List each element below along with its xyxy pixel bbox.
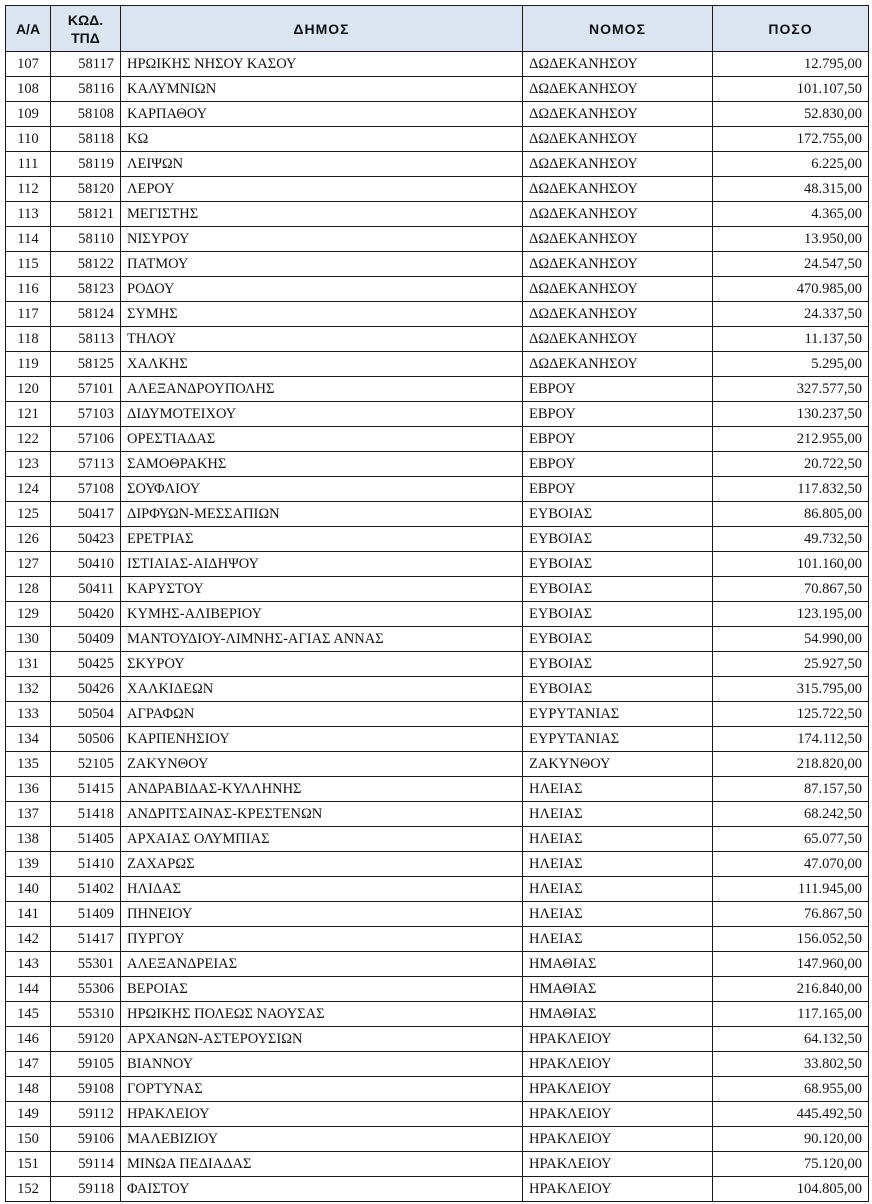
cell-code: 50423: [51, 527, 121, 552]
cell-code: 51409: [51, 902, 121, 927]
table-row: [6, 277, 869, 302]
cell-code: 55306: [51, 977, 121, 1002]
cell-poso: 70.867,50: [713, 577, 869, 602]
cell-poso: 125.722,50: [713, 702, 869, 727]
cell-nomos: ΔΩΔΕΚΑΝΗΣΟΥ: [523, 177, 713, 202]
table-row: [6, 77, 869, 102]
cell-nomos: ΗΜΑΘΙΑΣ: [523, 1002, 713, 1027]
cell-nomos: ΔΩΔΕΚΑΝΗΣΟΥ: [523, 327, 713, 352]
cell-nomos: ΕΒΡΟΥ: [523, 402, 713, 427]
cell-poso: 147.960,00: [713, 952, 869, 977]
cell-aa: 119: [6, 352, 51, 377]
cell-poso: 76.867,50: [713, 902, 869, 927]
cell-aa: 137: [6, 802, 51, 827]
cell-nomos: ΔΩΔΕΚΑΝΗΣΟΥ: [523, 102, 713, 127]
cell-nomos: ΗΛΕΙΑΣ: [523, 852, 713, 877]
cell-code: 57108: [51, 477, 121, 502]
header-code-line1: ΚΩΔ.: [67, 11, 104, 28]
table-row: [6, 377, 869, 402]
table-row: [6, 602, 869, 627]
cell-aa: 120: [6, 377, 51, 402]
cell-code: 58125: [51, 352, 121, 377]
cell-code: 59106: [51, 1127, 121, 1152]
cell-code: 57113: [51, 452, 121, 477]
header-dimos: ΔΗΜΟΣ: [121, 6, 523, 52]
cell-poso: 101.160,00: [713, 552, 869, 577]
cell-code: 50417: [51, 502, 121, 527]
table-row: [6, 177, 869, 202]
table-row: [6, 902, 869, 927]
table-row: [6, 1127, 869, 1152]
cell-code: 50426: [51, 677, 121, 702]
table-row: [6, 702, 869, 727]
cell-dimos: ΠΥΡΓΟΥ: [121, 927, 523, 952]
table-row: [6, 1102, 869, 1127]
cell-dimos: ΠΗΝΕΙΟΥ: [121, 902, 523, 927]
header-nomos: ΝΟΜΟΣ: [523, 6, 713, 52]
cell-dimos: ΛΕΡΟΥ: [121, 177, 523, 202]
cell-aa: 118: [6, 327, 51, 352]
table-row: [6, 752, 869, 777]
table-row: [6, 727, 869, 752]
cell-code: 55301: [51, 952, 121, 977]
cell-poso: 24.337,50: [713, 302, 869, 327]
cell-nomos: ΗΡΑΚΛΕΙΟΥ: [523, 1177, 713, 1202]
cell-dimos: ΜΙΝΩΑ ΠΕΔΙΑΔΑΣ: [121, 1152, 523, 1177]
cell-aa: 150: [6, 1127, 51, 1152]
table-row: [6, 802, 869, 827]
cell-nomos: ΗΛΕΙΑΣ: [523, 777, 713, 802]
cell-aa: 107: [6, 52, 51, 77]
cell-dimos: ΚΑΡΠΑΘΟΥ: [121, 102, 523, 127]
cell-code: 51402: [51, 877, 121, 902]
cell-code: 58122: [51, 252, 121, 277]
cell-poso: 68.955,00: [713, 1077, 869, 1102]
cell-nomos: ΗΛΕΙΑΣ: [523, 802, 713, 827]
cell-aa: 109: [6, 102, 51, 127]
cell-code: 50506: [51, 727, 121, 752]
table-row: [6, 427, 869, 452]
cell-aa: 134: [6, 727, 51, 752]
cell-code: 59114: [51, 1152, 121, 1177]
cell-nomos: ΗΡΑΚΛΕΙΟΥ: [523, 1077, 713, 1102]
cell-dimos: ΣΑΜΟΘΡΑΚΗΣ: [121, 452, 523, 477]
cell-dimos: ΚΩ: [121, 127, 523, 152]
cell-dimos: ΜΑΛΕΒΙΖΙΟΥ: [121, 1127, 523, 1152]
cell-nomos: ΕΒΡΟΥ: [523, 452, 713, 477]
table-row: [6, 127, 869, 152]
cell-dimos: ΗΛΙΔΑΣ: [121, 877, 523, 902]
cell-poso: 101.107,50: [713, 77, 869, 102]
cell-code: 50410: [51, 552, 121, 577]
cell-aa: 113: [6, 202, 51, 227]
cell-aa: 115: [6, 252, 51, 277]
table-row: [6, 102, 869, 127]
cell-aa: 147: [6, 1052, 51, 1077]
cell-code: 52105: [51, 752, 121, 777]
cell-aa: 141: [6, 902, 51, 927]
cell-nomos: ΗΛΕΙΑΣ: [523, 927, 713, 952]
header-aa: Α/Α: [6, 6, 51, 52]
cell-dimos: ΤΗΛΟΥ: [121, 327, 523, 352]
header-code: [51, 6, 121, 52]
cell-nomos: ΔΩΔΕΚΑΝΗΣΟΥ: [523, 127, 713, 152]
cell-dimos: ΑΝΔΡΑΒΙΔΑΣ-ΚΥΛΛΗΝΗΣ: [121, 777, 523, 802]
cell-poso: 86.805,00: [713, 502, 869, 527]
cell-aa: 142: [6, 927, 51, 952]
cell-nomos: ΗΡΑΚΛΕΙΟΥ: [523, 1052, 713, 1077]
cell-code: 58119: [51, 152, 121, 177]
cell-aa: 110: [6, 127, 51, 152]
cell-nomos: ΔΩΔΕΚΑΝΗΣΟΥ: [523, 202, 713, 227]
cell-nomos: ΔΩΔΕΚΑΝΗΣΟΥ: [523, 77, 713, 102]
cell-nomos: ΗΜΑΘΙΑΣ: [523, 977, 713, 1002]
cell-nomos: ΔΩΔΕΚΑΝΗΣΟΥ: [523, 227, 713, 252]
cell-nomos: ΔΩΔΕΚΑΝΗΣΟΥ: [523, 277, 713, 302]
cell-poso: 470.985,00: [713, 277, 869, 302]
table-row: [6, 152, 869, 177]
table-row: [6, 677, 869, 702]
cell-code: 51410: [51, 852, 121, 877]
cell-poso: 445.492,50: [713, 1102, 869, 1127]
cell-nomos: ΕΥΒΟΙΑΣ: [523, 502, 713, 527]
cell-poso: 64.132,50: [713, 1027, 869, 1052]
table-row: [6, 1052, 869, 1077]
cell-dimos: ΟΡΕΣΤΙΑΔΑΣ: [121, 427, 523, 452]
cell-dimos: ΙΣΤΙΑΙΑΣ-ΑΙΔΗΨΟΥ: [121, 552, 523, 577]
cell-nomos: ΕΒΡΟΥ: [523, 377, 713, 402]
cell-dimos: ΑΡΧΑΝΩΝ-ΑΣΤΕΡΟΥΣΙΩΝ: [121, 1027, 523, 1052]
cell-code: 50425: [51, 652, 121, 677]
cell-nomos: ΗΛΕΙΑΣ: [523, 877, 713, 902]
cell-poso: 65.077,50: [713, 827, 869, 852]
cell-aa: 133: [6, 702, 51, 727]
cell-dimos: ΛΕΙΨΩΝ: [121, 152, 523, 177]
cell-code: 58117: [51, 52, 121, 77]
cell-poso: 54.990,00: [713, 627, 869, 652]
table-row: [6, 452, 869, 477]
cell-aa: 116: [6, 277, 51, 302]
cell-nomos: ΕΒΡΟΥ: [523, 477, 713, 502]
table-row: [6, 302, 869, 327]
cell-poso: 68.242,50: [713, 802, 869, 827]
cell-poso: 49.732,50: [713, 527, 869, 552]
cell-code: 51418: [51, 802, 121, 827]
table-row: [6, 1077, 869, 1102]
table-row: [6, 52, 869, 77]
cell-poso: 156.052,50: [713, 927, 869, 952]
cell-poso: 4.365,00: [713, 202, 869, 227]
cell-aa: 131: [6, 652, 51, 677]
cell-dimos: ΜΕΓΙΣΤΗΣ: [121, 202, 523, 227]
cell-poso: 315.795,00: [713, 677, 869, 702]
cell-aa: 129: [6, 602, 51, 627]
table-row: [6, 977, 869, 1002]
cell-aa: 121: [6, 402, 51, 427]
cell-aa: 148: [6, 1077, 51, 1102]
cell-poso: 104.805,00: [713, 1177, 869, 1202]
cell-aa: 127: [6, 552, 51, 577]
cell-aa: 122: [6, 427, 51, 452]
cell-dimos: ΡΟΔΟΥ: [121, 277, 523, 302]
cell-code: 50411: [51, 577, 121, 602]
cell-code: 51415: [51, 777, 121, 802]
cell-code: 57103: [51, 402, 121, 427]
cell-dimos: ΗΡΩΙΚΗΣ ΝΗΣΟΥ ΚΑΣΟΥ: [121, 52, 523, 77]
cell-dimos: ΚΥΜΗΣ-ΑΛΙΒΕΡΙΟΥ: [121, 602, 523, 627]
cell-nomos: ΖΑΚΥΝΘΟΥ: [523, 752, 713, 777]
cell-dimos: ΑΝΔΡΙΤΣΑΙΝΑΣ-ΚΡΕΣΤΕΝΩΝ: [121, 802, 523, 827]
table-row: [6, 1152, 869, 1177]
table-row: [6, 1177, 869, 1202]
cell-poso: 20.722,50: [713, 452, 869, 477]
cell-dimos: ΗΡΑΚΛΕΙΟΥ: [121, 1102, 523, 1127]
cell-code: 58108: [51, 102, 121, 127]
cell-poso: 5.295,00: [713, 352, 869, 377]
cell-nomos: ΕΥΡΥΤΑΝΙΑΣ: [523, 702, 713, 727]
table-row: [6, 627, 869, 652]
cell-code: 58123: [51, 277, 121, 302]
cell-code: 59120: [51, 1027, 121, 1052]
cell-code: 55310: [51, 1002, 121, 1027]
cell-poso: 52.830,00: [713, 102, 869, 127]
table-row: [6, 577, 869, 602]
cell-dimos: ΣΚΥΡΟΥ: [121, 652, 523, 677]
cell-aa: 140: [6, 877, 51, 902]
cell-dimos: ΔΙΔΥΜΟΤΕΙΧΟΥ: [121, 402, 523, 427]
cell-aa: 138: [6, 827, 51, 852]
cell-dimos: ΑΛΕΞΑΝΔΡΟΥΠΟΛΗΣ: [121, 377, 523, 402]
cell-nomos: ΕΥΒΟΙΑΣ: [523, 552, 713, 577]
cell-nomos: ΗΡΑΚΛΕΙΟΥ: [523, 1152, 713, 1177]
cell-code: 50504: [51, 702, 121, 727]
cell-aa: 146: [6, 1027, 51, 1052]
cell-aa: 124: [6, 477, 51, 502]
cell-nomos: ΕΥΒΟΙΑΣ: [523, 627, 713, 652]
cell-aa: 149: [6, 1102, 51, 1127]
cell-dimos: ΚΑΛΥΜΝΙΩΝ: [121, 77, 523, 102]
table-row: [6, 327, 869, 352]
cell-poso: 111.945,00: [713, 877, 869, 902]
cell-aa: 125: [6, 502, 51, 527]
cell-poso: 87.157,50: [713, 777, 869, 802]
cell-aa: 128: [6, 577, 51, 602]
cell-poso: 212.955,00: [713, 427, 869, 452]
cell-poso: 25.927,50: [713, 652, 869, 677]
cell-dimos: ΒΙΑΝΝΟΥ: [121, 1052, 523, 1077]
cell-aa: 135: [6, 752, 51, 777]
table-row: [6, 877, 869, 902]
table-row: [6, 477, 869, 502]
cell-aa: 126: [6, 527, 51, 552]
cell-poso: 216.840,00: [713, 977, 869, 1002]
cell-dimos: ΗΡΩΙΚΗΣ ΠΟΛΕΩΣ ΝΑΟΥΣΑΣ: [121, 1002, 523, 1027]
table-row: [6, 552, 869, 577]
cell-poso: 218.820,00: [713, 752, 869, 777]
cell-aa: 111: [6, 152, 51, 177]
cell-nomos: ΕΥΒΟΙΑΣ: [523, 677, 713, 702]
cell-dimos: ΝΙΣΥΡΟΥ: [121, 227, 523, 252]
cell-code: 59112: [51, 1102, 121, 1127]
cell-aa: 139: [6, 852, 51, 877]
cell-dimos: ΖΑΧΑΡΩΣ: [121, 852, 523, 877]
table-row: [6, 227, 869, 252]
cell-code: 50409: [51, 627, 121, 652]
cell-code: 50420: [51, 602, 121, 627]
municipality-allocation-table: [5, 5, 869, 1202]
cell-dimos: ΣΟΥΦΛΙΟΥ: [121, 477, 523, 502]
cell-dimos: ΑΛΕΞΑΝΔΡΕΙΑΣ: [121, 952, 523, 977]
table-row: [6, 927, 869, 952]
cell-poso: 75.120,00: [713, 1152, 869, 1177]
cell-nomos: ΗΡΑΚΛΕΙΟΥ: [523, 1127, 713, 1152]
cell-poso: 6.225,00: [713, 152, 869, 177]
cell-nomos: ΕΥΒΟΙΑΣ: [523, 602, 713, 627]
cell-aa: 123: [6, 452, 51, 477]
table-row: [6, 252, 869, 277]
cell-nomos: ΔΩΔΕΚΑΝΗΣΟΥ: [523, 52, 713, 77]
table-row: [6, 202, 869, 227]
table-row: [6, 1027, 869, 1052]
cell-nomos: ΗΛΕΙΑΣ: [523, 827, 713, 852]
cell-code: 51417: [51, 927, 121, 952]
cell-aa: 130: [6, 627, 51, 652]
cell-poso: 130.237,50: [713, 402, 869, 427]
cell-aa: 132: [6, 677, 51, 702]
cell-poso: 12.795,00: [713, 52, 869, 77]
table-body: [6, 52, 869, 1202]
header-poso: ΠΟΣΟ: [713, 6, 869, 52]
table-row: [6, 502, 869, 527]
cell-aa: 112: [6, 177, 51, 202]
cell-nomos: ΔΩΔΕΚΑΝΗΣΟΥ: [523, 152, 713, 177]
cell-poso: 174.112,50: [713, 727, 869, 752]
cell-nomos: ΗΛΕΙΑΣ: [523, 902, 713, 927]
cell-dimos: ΠΑΤΜΟΥ: [121, 252, 523, 277]
cell-poso: 47.070,00: [713, 852, 869, 877]
table-row: [6, 402, 869, 427]
table-header: [6, 6, 869, 52]
cell-poso: 327.577,50: [713, 377, 869, 402]
cell-dimos: ΦΑΙΣΤΟΥ: [121, 1177, 523, 1202]
cell-code: 58118: [51, 127, 121, 152]
cell-nomos: ΕΒΡΟΥ: [523, 427, 713, 452]
cell-dimos: ΕΡΕΤΡΙΑΣ: [121, 527, 523, 552]
cell-poso: 13.950,00: [713, 227, 869, 252]
cell-code: 58120: [51, 177, 121, 202]
cell-code: 57106: [51, 427, 121, 452]
table-row: [6, 777, 869, 802]
cell-dimos: ΚΑΡΠΕΝΗΣΙΟΥ: [121, 727, 523, 752]
table-row: [6, 952, 869, 977]
cell-code: 57101: [51, 377, 121, 402]
cell-dimos: ΑΡΧΑΙΑΣ ΟΛΥΜΠΙΑΣ: [121, 827, 523, 852]
cell-dimos: ΣΥΜΗΣ: [121, 302, 523, 327]
cell-poso: 24.547,50: [713, 252, 869, 277]
cell-aa: 152: [6, 1177, 51, 1202]
cell-nomos: ΗΡΑΚΛΕΙΟΥ: [523, 1102, 713, 1127]
cell-aa: 145: [6, 1002, 51, 1027]
cell-dimos: ΧΑΛΚΗΣ: [121, 352, 523, 377]
table-row: [6, 852, 869, 877]
cell-dimos: ΧΑΛΚΙΔΕΩΝ: [121, 677, 523, 702]
cell-nomos: ΕΥΒΟΙΑΣ: [523, 527, 713, 552]
cell-code: 51405: [51, 827, 121, 852]
cell-code: 59105: [51, 1052, 121, 1077]
table-row: [6, 352, 869, 377]
table-row: [6, 527, 869, 552]
cell-dimos: ΔΙΡΦΥΩΝ-ΜΕΣΣΑΠΙΩΝ: [121, 502, 523, 527]
cell-code: 58116: [51, 77, 121, 102]
cell-aa: 114: [6, 227, 51, 252]
cell-poso: 117.832,50: [713, 477, 869, 502]
cell-code: 58124: [51, 302, 121, 327]
cell-code: 58113: [51, 327, 121, 352]
cell-code: 59118: [51, 1177, 121, 1202]
cell-code: 59108: [51, 1077, 121, 1102]
cell-dimos: ΒΕΡΟΙΑΣ: [121, 977, 523, 1002]
cell-nomos: ΔΩΔΕΚΑΝΗΣΟΥ: [523, 302, 713, 327]
cell-aa: 151: [6, 1152, 51, 1177]
cell-dimos: ΖΑΚΥΝΘΟΥ: [121, 752, 523, 777]
cell-dimos: ΓΟΡΤΥΝΑΣ: [121, 1077, 523, 1102]
cell-aa: 144: [6, 977, 51, 1002]
cell-aa: 117: [6, 302, 51, 327]
cell-nomos: ΔΩΔΕΚΑΝΗΣΟΥ: [523, 252, 713, 277]
header-row: [6, 6, 869, 52]
cell-aa: 143: [6, 952, 51, 977]
cell-poso: 117.165,00: [713, 1002, 869, 1027]
cell-aa: 108: [6, 77, 51, 102]
cell-nomos: ΕΥΡΥΤΑΝΙΑΣ: [523, 727, 713, 752]
cell-poso: 11.137,50: [713, 327, 869, 352]
table-row: [6, 652, 869, 677]
cell-poso: 172.755,00: [713, 127, 869, 152]
table-row: [6, 827, 869, 852]
cell-dimos: ΚΑΡΥΣΤΟΥ: [121, 577, 523, 602]
cell-dimos: ΑΓΡΑΦΩΝ: [121, 702, 523, 727]
cell-poso: 48.315,00: [713, 177, 869, 202]
cell-nomos: ΗΡΑΚΛΕΙΟΥ: [523, 1027, 713, 1052]
cell-nomos: ΔΩΔΕΚΑΝΗΣΟΥ: [523, 352, 713, 377]
cell-code: 58110: [51, 227, 121, 252]
cell-nomos: ΕΥΒΟΙΑΣ: [523, 652, 713, 677]
cell-aa: 136: [6, 777, 51, 802]
table-row: [6, 1002, 869, 1027]
cell-dimos: ΜΑΝΤΟΥΔΙΟΥ-ΛΙΜΝΗΣ-ΑΓΙΑΣ ΑΝΝΑΣ: [121, 627, 523, 652]
cell-poso: 33.802,50: [713, 1052, 869, 1077]
cell-nomos: ΗΜΑΘΙΑΣ: [523, 952, 713, 977]
cell-nomos: ΕΥΒΟΙΑΣ: [523, 577, 713, 602]
header-code-line2: ΤΠΔ: [71, 29, 100, 46]
cell-poso: 90.120,00: [713, 1127, 869, 1152]
cell-poso: 123.195,00: [713, 602, 869, 627]
cell-code: 58121: [51, 202, 121, 227]
